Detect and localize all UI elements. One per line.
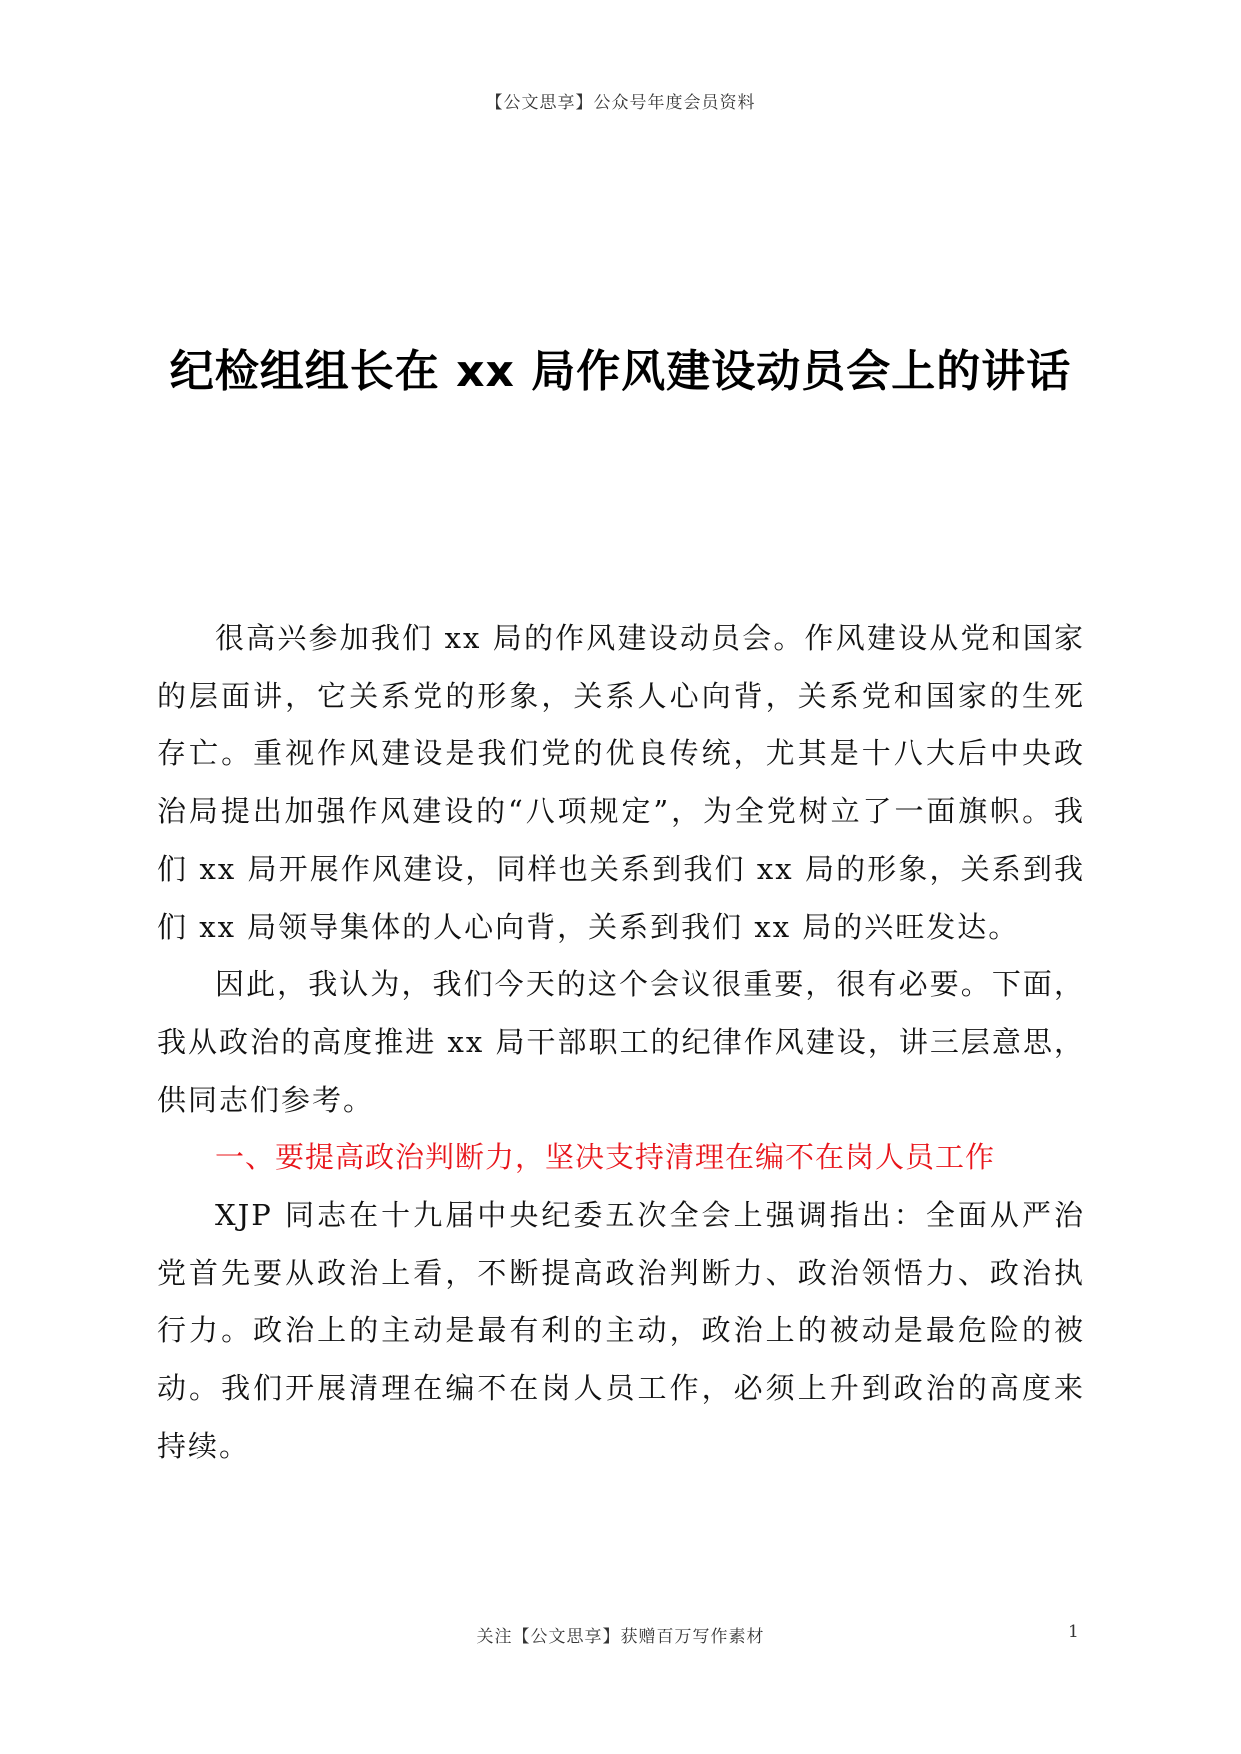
section-paragraph: XJP 同志在十九届中央纪委五次全会上强调指出：全面从严治党首先要从政治上看，不断提高政治判断力、政治领悟力、政治执行力。政治上的主动是最有利的主动，政治上的被动是最危险的被动。我们开展清理在编不在岗人员工作，必须上升到政治的高度来持续。 <box>157 1198 1085 1463</box>
page-number: 1 <box>1068 1622 1079 1642</box>
page-header: 【公文思享】公众号年度会员资料 <box>485 93 756 113</box>
body-paragraph-1: 很高兴参加我们 xx 局的作风建设动员会。作风建设从党和国家的层面讲，它关系党的形象，关系人心向背，关系党和国家的生死存亡。重视作风建设是我们党的优良传统，尤其是十八大后中央政治局提出加强作风建设的“八项规定”，为全党树立了一面旗帜。我们 xx 局开展作风建设，同样也关系到我们 xx 局的形象，关系到我们 xx 局领导集体的人心向背，关系到我们 xx 局的兴旺发达。 <box>157 621 1085 944</box>
document-body <box>157 610 1085 1476</box>
document-title: 纪检组组长在 xx 局作风建设动员会上的讲话 <box>169 346 1072 397</box>
page-footer: 关注【公文思享】获赠百万写作素材 <box>476 1627 765 1647</box>
section-heading: 一、要提高政治判断力，坚决支持清理在编不在岗人员工作 <box>215 1140 996 1175</box>
body-paragraph-2: 因此，我认为，我们今天的这个会议很重要，很有必要。下面，我从政治的高度推进 xx 局干部职工的纪律作风建设，讲三层意思，供同志们参考。 <box>157 967 1085 1117</box>
